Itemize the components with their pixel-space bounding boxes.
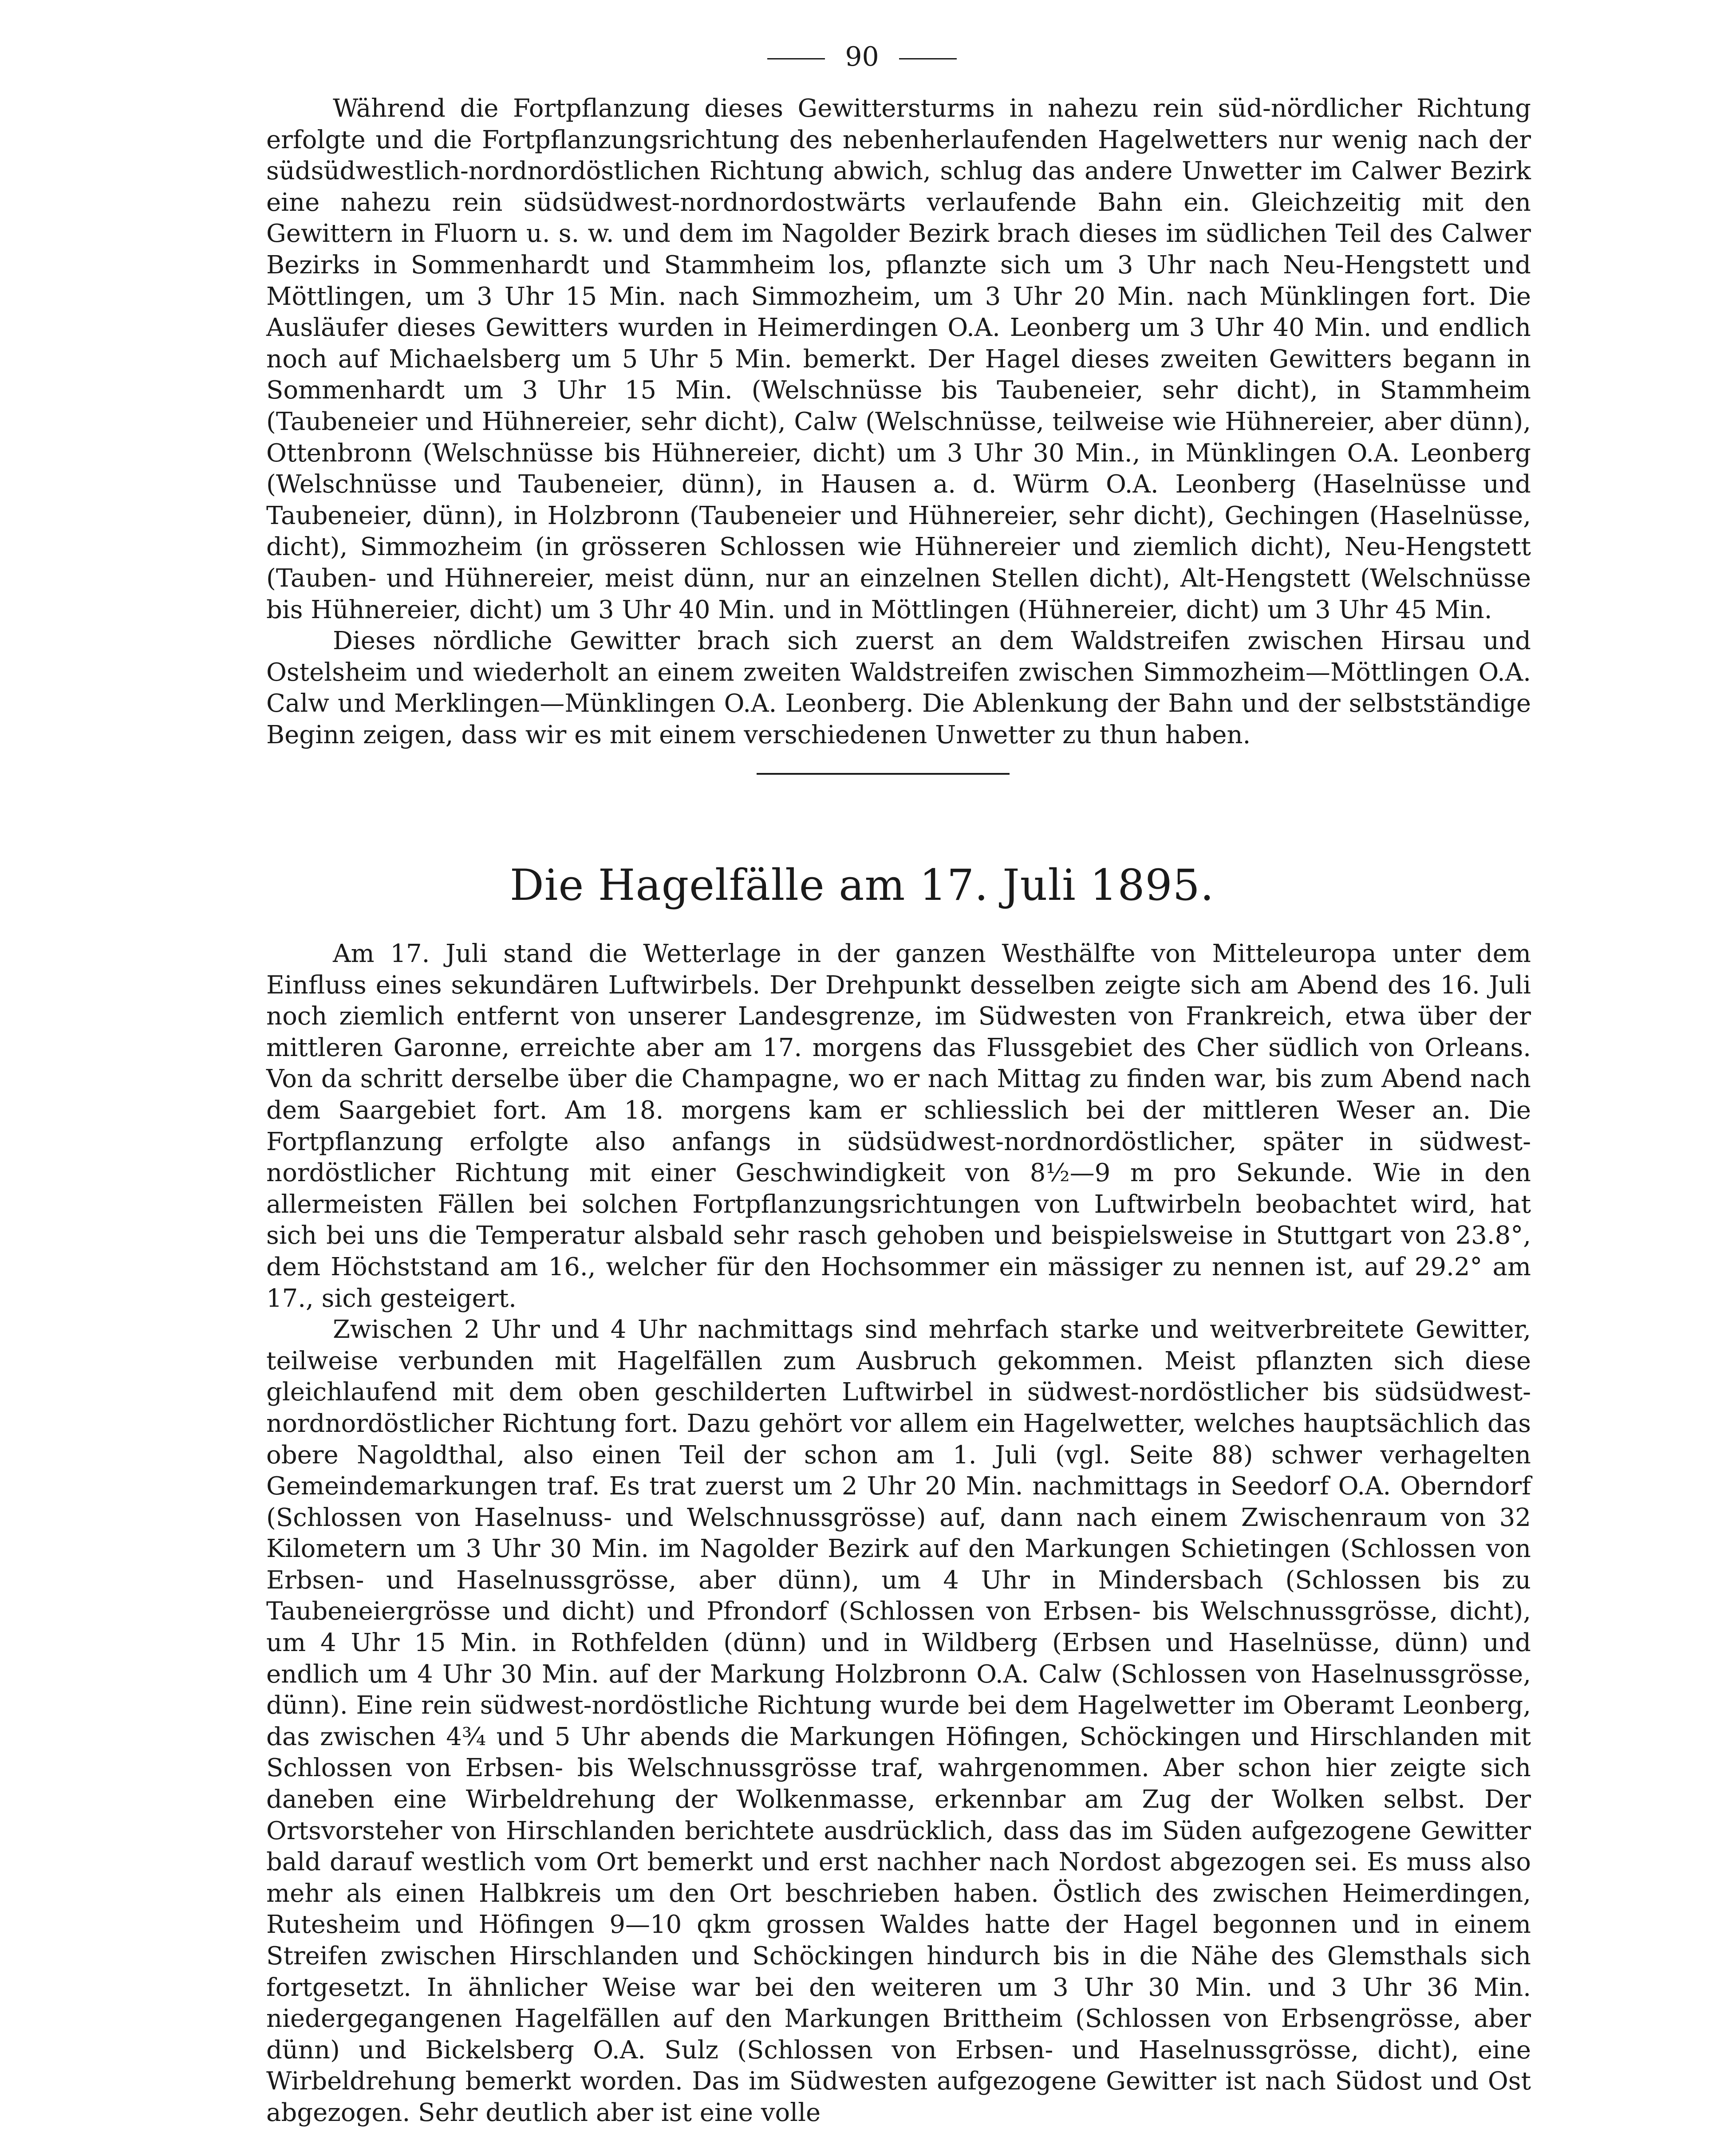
page-number <box>0 41 1724 73</box>
continuation-text <box>266 93 1531 751</box>
paragraph: Zwischen 2 Uhr und 4 Uhr nachmittags sind mehrfach starke und weitverbreitete Gewitter, teilweise verbunden mit Hagelfällen zum Ausbruch gekommen. Meist pflanzten sich diese gleichlaufend mit dem oben geschilderten Luftwirbel in südwest-nordöstlicher bis südsüdwest-nordnordöstlicher Richtung fort. Dazu gehört vor allem ein Hagelwetter, welches hauptsächlich das obere Nagoldthal, also einen Teil der schon am 1. Juli (vgl. Seite 88) schwer verhagelten Gemeindemarkungen traf. Es trat zuerst um 2 Uhr 20 Min. nachmittags in Seedorf O.A. Oberndorf (Schlossen von Haselnuss- und Welschnussgrösse) auf, dann nach einem Zwischenraum von 32 Kilometern um 3 Uhr 30 Min. im Nagolder Bezirk auf den Markungen Schietingen (Schlossen von Erbsen- und Haselnussgrösse, aber dünn), um 4 Uhr in Mindersbach (Schlossen bis zu Taubeneiergrösse und dicht) und Pfrondorf (Schlossen von Erbsen- bis Welschnussgrösse, dicht), um 4 Uhr 15 Min. in Rothfelden (dünn) und in Wildberg (Erbsen und Haselnüsse, dünn) und endlich um 4 Uhr 30 Min. auf der Markung Holzbronn O.A. Calw (Schlossen von Haselnussgrösse, dünn). Eine rein südwest-nordöstliche Richtung wurde bei dem Hagelwetter im Oberamt Leonberg, das zwischen 4¾ und 5 Uhr abends die Markungen Höfingen, Schöckingen und Hirschlanden mit Schlossen von Erbsen- bis Welschnussgrösse traf, wahrgenommen. Aber schon hier zeigte sich daneben eine Wirbeldrehung der Wolkenmasse, erkennbar am Zug der Wolken selbst. Der Ortsvorsteher von Hirschlanden berichtete ausdrücklich, dass das im Süden aufgezogene Gewitter bald darauf westlich vom Ort bemerkt und erst nachher nach Nordost abgezogen sei. Es muss also mehr als einen Halbkreis um den Ort beschrieben haben. Östlich des zwischen Heimerdingen, Rutesheim und Höfingen 9—10 qkm grossen Waldes hatte der Hagel begonnen und in einem Streifen zwischen Hirschlanden und Schöckingen hindurch bis in die Nähe des Glemsthals sich fortgesetzt. In ähnlicher Weise war bei den weiteren um 3 Uhr 30 Min. und 3 Uhr 36 Min. niedergegangenen Hagelfällen auf den Markungen Brittheim (Schlossen von Erbsengrösse, aber dünn) und Bickelsberg O.A. Sulz (Schlossen von Erbsen- und Haselnussgrösse, dicht), eine Wirbeldrehung bemerkt worden. Das im Südwesten aufgezogene Gewitter ist nach Südost und Ost abgezogen. Sehr deutlich aber ist eine volle <box>266 1315 1531 2127</box>
page-number-dash-left <box>767 58 825 59</box>
paragraph: Während die Fortpflanzung dieses Gewittersturms in nahezu rein süd-nördlicher Richtung erfolgte und die Fortpflanzungsrichtung des nebenherlaufenden Hagelwetters nur wenig nach der südsüdwestlich-nordnordöstlichen Richtung abwich, schlug das andere Unwetter im Calwer Bezirk eine nahezu rein südsüdwest-nordnordostwärts verlaufende Bahn ein. Gleichzeitig mit den Gewittern in Fluorn u. s. w. und dem im Nagolder Bezirk brach dieses im südlichen Teil des Calwer Bezirks in Sommenhardt und Stammheim los, pflanzte sich um 3 Uhr nach Neu-Hengstett und Möttlingen, um 3 Uhr 15 Min. nach Simmozheim, um 3 Uhr 20 Min. nach Münklingen fort. Die Ausläufer dieses Gewitters wurden in Heimerdingen O.A. Leonberg um 3 Uhr 40 Min. und endlich noch auf Michaelsberg um 5 Uhr 5 Min. bemerkt. Der Hagel dieses zweiten Gewitters begann in Sommenhardt um 3 Uhr 15 Min. (Welschnüsse bis Taubeneier, sehr dicht), in Stammheim (Taubeneier und Hühnereier, sehr dicht), Calw (Welschnüsse, teilweise wie Hühnereier, aber dünn), Ottenbronn (Welschnüsse bis Hühnereier, dicht) um 3 Uhr 30 Min., in Münklingen O.A. Leonberg (Welschnüsse und Taubeneier, dünn), in Hausen a. d. Würm O.A. Leonberg (Haselnüsse und Taubeneier, dünn), in Holzbronn (Taubeneier und Hühnereier, sehr dicht), Gechingen (Haselnüsse, dicht), Simmozheim (in grösseren Schlossen wie Hühnereier und ziemlich dicht), Neu-Hengstett (Tauben- und Hühnereier, meist dünn, nur an einzelnen Stellen dicht), Alt-Hengstett (Welschnüsse bis Hühnereier, dicht) um 3 Uhr 40 Min. und in Möttlingen (Hühnereier, dicht) um 3 Uhr 45 Min. <box>266 94 1531 624</box>
paragraph: Dieses nördliche Gewitter brach sich zuerst an dem Waldstreifen zwischen Hirsau und Ostelsheim und wiederholt an einem zweiten Waldstreifen zwischen Simmozheim—Möttlingen O.A. Calw und Merklingen—Münklingen O.A. Leonberg. Die Ablenkung der Bahn und der selbstständige Beginn zeigen, dass wir es mit einem verschiedenen Unwetter zu thun haben. <box>266 627 1531 749</box>
section-heading: Die Hagelfälle am 17. Juli 1895. <box>509 860 1215 910</box>
page-number-text: 90 <box>845 41 879 72</box>
page-number-dash-right <box>899 58 957 59</box>
section-divider <box>757 773 1010 775</box>
paragraph: Am 17. Juli stand die Wetterlage in der ganzen Westhälfte von Mitteleuropa unter dem Einfluss eines sekundären Luftwirbels. Der Drehpunkt desselben zeigte sich am Abend des 16. Juli noch ziemlich entfernt von unserer Landesgrenze, im Südwesten von Frankreich, etwa über der mittleren Garonne, erreichte aber am 17. morgens das Flussgebiet des Cher südlich von Orleans. Von da schritt derselbe über die Champagne, wo er nach Mittag zu finden war, bis zum Abend nach dem Saargebiet fort. Am 18. morgens kam er schliesslich bei der mittleren Weser an. Die Fortpflanzung erfolgte also anfangs in südsüdwest-nordnordöstlicher, später in südwest-nordöstlicher Richtung mit einer Geschwindigkeit von 8½—9 m pro Sekunde. Wie in den allermeisten Fällen bei solchen Fortpflanzungsrichtungen von Luftwirbeln beobachtet wird, hat sich bei uns die Temperatur alsbald sehr rasch gehoben und beispielsweise in Stuttgart von 23.8°, dem Höchststand am 16., welcher für den Hochsommer ein mässiger zu nennen ist, auf 29.2° am 17., sich gesteigert. <box>266 939 1531 1313</box>
section-body <box>266 938 1531 2129</box>
